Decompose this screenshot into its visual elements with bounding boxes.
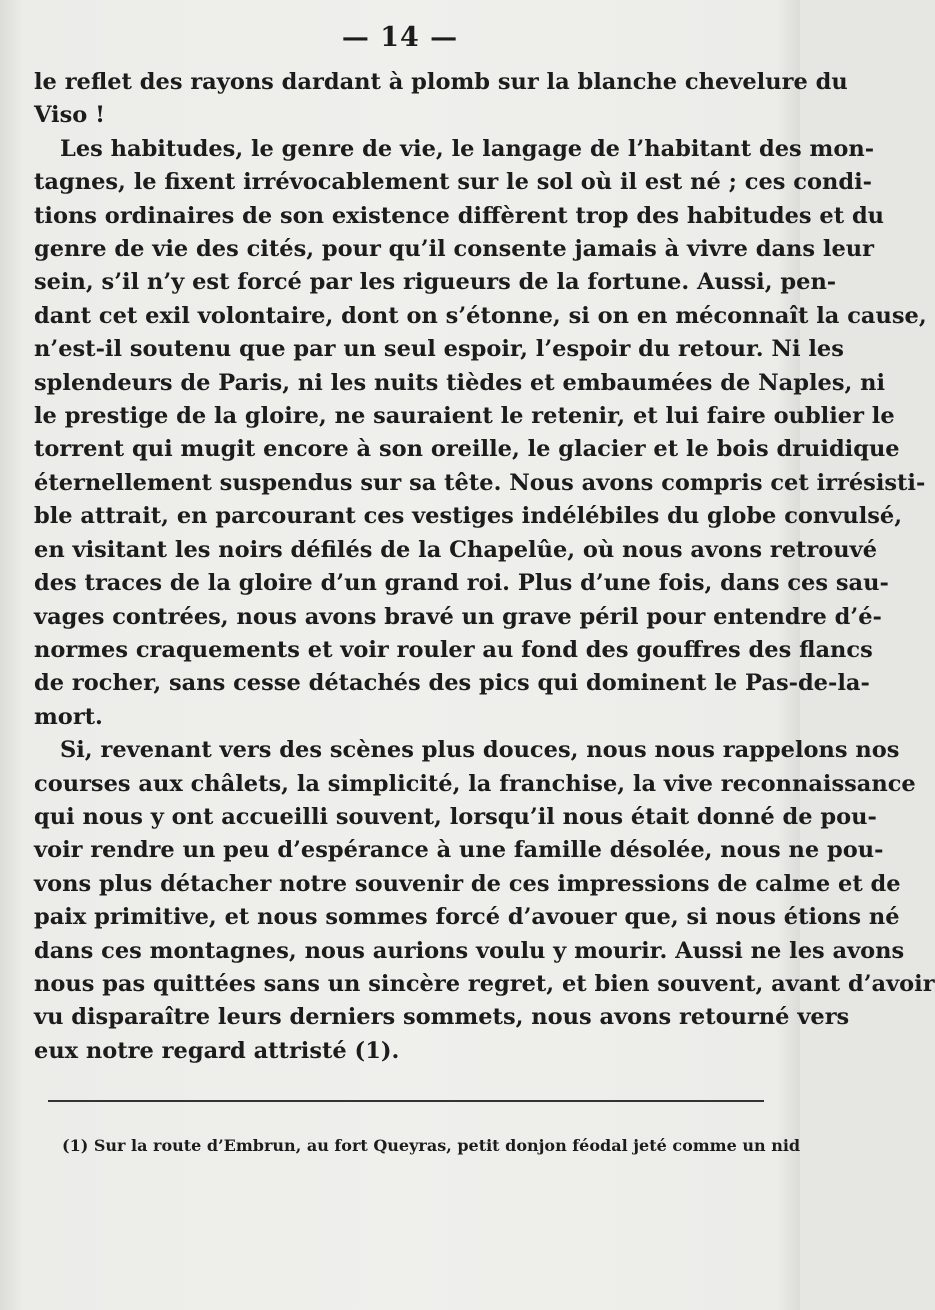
text-line: le prestige de la gloire, ne sauraient le retenir, et lui faire oublier le bbox=[34, 403, 895, 430]
text-line: en visitant les noirs défilés de la Chapelûe, où nous avons retrouvé bbox=[34, 536, 878, 563]
text-line: qui nous y ont accueilli souvent, lorsqu’il nous était donné de pou- bbox=[34, 803, 877, 830]
footnote: (1) Sur la route d’Embrun, au fort Queyras, petit donjon féodal jeté comme un nid bbox=[62, 1136, 801, 1155]
text-line: de rocher, sans cesse détachés des pics qui dominent le Pas-de-la- bbox=[34, 670, 870, 697]
text-line: tions ordinaires de son existence diffèrent trop des habitudes et du bbox=[34, 202, 885, 229]
text-line: tagnes, le fixent irrévocablement sur le sol où il est né ; ces condi- bbox=[34, 169, 872, 196]
text-line: Si, revenant vers des scènes plus douces, nous nous rappelons nos bbox=[60, 737, 900, 764]
text-line: n’est-il soutenu que par un seul espoir, l’espoir du retour. Ni les bbox=[34, 336, 844, 363]
text-line: nous pas quittées sans un sincère regret, et bien souvent, avant d’avoir bbox=[34, 970, 935, 997]
text-line: vu disparaître leurs derniers sommets, nous avons retourné vers bbox=[34, 1004, 850, 1031]
text-line: vons plus détacher notre souvenir de ces impressions de calme et de bbox=[34, 870, 901, 897]
text-line: torrent qui mugit encore à son oreille, le glacier et le bois druidique bbox=[34, 436, 900, 463]
text-line: sein, s’il n’y est forcé par les rigueurs de la fortune. Aussi, pen- bbox=[34, 269, 837, 296]
text-line: courses aux châlets, la simplicité, la franchise, la vive reconnaissance bbox=[34, 770, 916, 797]
text-line: éternellement suspendus sur sa tête. Nous avons compris cet irrésisti- bbox=[34, 469, 926, 496]
text-line: dant cet exil volontaire, dont on s’étonne, si on en méconnaît la cause, bbox=[34, 302, 927, 329]
text-line: splendeurs de Paris, ni les nuits tièdes et embaumées de Naples, ni bbox=[34, 369, 886, 396]
text-line: le reflet des rayons dardant à plomb sur la blanche chevelure du bbox=[34, 69, 848, 95]
text-line: ble attrait, en parcourant ces vestiges indélébiles du globe convulsé, bbox=[34, 503, 903, 530]
text-line: Viso ! bbox=[34, 102, 105, 129]
page-number: — 14 — bbox=[341, 22, 459, 53]
text-line: vages contrées, nous avons bravé un grave péril pour entendre d’é- bbox=[34, 603, 882, 630]
text-line: normes craquements et voir rouler au fond des gouffres des flancs bbox=[34, 636, 873, 663]
text-line: voir rendre un peu d’espérance à une famille désolée, nous ne pou- bbox=[34, 837, 884, 864]
text-line: des traces de la gloire d’un grand roi. Plus d’une fois, dans ces sau- bbox=[34, 570, 889, 597]
text-line: Les habitudes, le genre de vie, le langage de l’habitant des mon- bbox=[60, 135, 875, 162]
body-text bbox=[34, 66, 935, 1068]
text-line: paix primitive, et nous sommes forcé d’avouer que, si nous étions né bbox=[34, 904, 900, 931]
footnote-rule bbox=[48, 1100, 764, 1102]
text-line: dans ces montagnes, nous aurions voulu y mourir. Aussi ne les avons bbox=[34, 937, 905, 964]
text-line: eux notre regard attristé (1). bbox=[34, 1037, 400, 1064]
text-line: mort. bbox=[34, 703, 103, 730]
text-line: genre de vie des cités, pour qu’il consente jamais à vivre dans leur bbox=[34, 236, 874, 263]
